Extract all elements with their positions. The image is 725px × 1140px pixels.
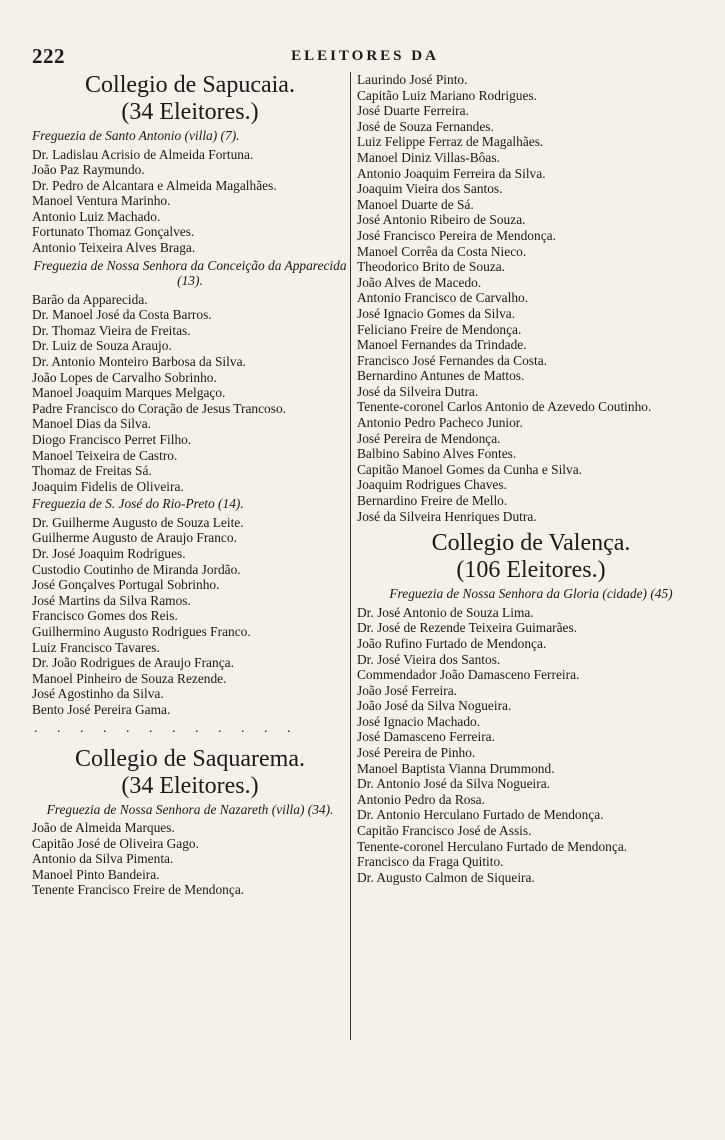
elector-entry: José Damasceno Ferreira. <box>357 729 495 745</box>
elector-entry: José da Silveira Dutra. <box>357 383 479 399</box>
elector-entry: Joaquim Rodrigues Chaves. <box>357 477 507 493</box>
elector-entry: Capitão Francisco José de Assis. <box>357 823 532 839</box>
college-elector-count: (34 Eleitores.) <box>121 99 259 125</box>
elector-entry: Tenente-coronel Carlos Antonio de Azevedo Coutinho. <box>357 399 652 415</box>
elector-entry: José Martins da Silva Ramos. <box>32 592 191 608</box>
elector-entry: Balbino Sabino Alves Fontes. <box>357 446 517 462</box>
parish-heading: Freguezia de Nossa Senhora da Conceição da Apparecida (13). <box>33 257 347 289</box>
elector-entry: José Ignacio Machado. <box>357 713 481 729</box>
college-title: Collegio de Sapucaia. <box>85 72 295 98</box>
elector-entry: Antonio Luiz Machado. <box>32 208 161 224</box>
elector-entry: Tenente-coronel Herculano Furtado de Mendonça. <box>357 838 628 854</box>
elector-entry: Manoel Dias da Silva. <box>32 416 152 432</box>
elector-entry: João José da Silva Nogueira. <box>357 698 512 714</box>
elector-entry: Manoel Joaquim Marques Melgaço. <box>32 385 226 401</box>
elector-entry: Barão da Apparecida. <box>32 291 148 307</box>
elector-entry: Manoel Baptista Vianna Drummond. <box>357 760 555 776</box>
college-elector-count: (106 Eleitores.) <box>456 557 606 584</box>
elector-entry: Francisco Gomes dos Reis. <box>32 608 178 624</box>
elector-list <box>32 515 348 718</box>
college-elector-count: (34 Eleitores.) <box>121 772 259 799</box>
ellipsis-dots: . . . . . . . . . . . . <box>34 720 299 736</box>
elector-entry: Dr. Manoel José da Costa Barros. <box>32 307 212 323</box>
running-head: ELEITORES DA <box>291 48 439 64</box>
elector-list <box>357 605 705 886</box>
elector-entry: Guilhermino Augusto Rodrigues Franco. <box>32 624 251 640</box>
elector-entry: João Lopes de Carvalho Sobrinho. <box>32 369 217 385</box>
column-divider <box>350 72 351 1040</box>
elector-entry: Dr. João Rodrigues de Araujo França. <box>32 655 234 671</box>
elector-entry: Capitão Manoel Gomes da Cunha e Silva. <box>357 461 582 477</box>
elector-entry: Bernardino Antunes de Mattos. <box>357 368 525 384</box>
elector-entry: Luiz Felippe Ferraz de Magalhães. <box>357 134 544 150</box>
elector-entry: Tenente Francisco Freire de Mendonça. <box>32 882 245 898</box>
elector-entry: José Ignacio Gomes da Silva. <box>357 305 516 321</box>
elector-entry: Feliciano Freire de Mendonça. <box>357 321 522 337</box>
elector-entry: Dr. José Vieira dos Santos. <box>357 651 501 667</box>
elector-entry: João Paz Raymundo. <box>32 162 145 178</box>
elector-list <box>32 820 348 898</box>
elector-list <box>32 292 348 495</box>
elector-entry: João Alves de Macedo. <box>357 274 482 290</box>
elector-entry: Dr. José de Rezende Teixeira Guimarães. <box>357 620 578 636</box>
left-column <box>32 72 348 898</box>
elector-entry: Dr. Luiz de Souza Araujo. <box>32 338 172 354</box>
elector-entry: José Francisco Pereira de Mendonça. <box>357 227 556 243</box>
elector-entry: Dr. Antonio José da Silva Nogueira. <box>357 776 551 792</box>
elector-entry: Guilherme Augusto de Araujo Franco. <box>32 530 237 546</box>
college-title: Collegio de Saquarema. <box>75 745 305 772</box>
elector-entry: José Pereira de Pinho. <box>357 745 476 761</box>
elector-entry: Manoel Pinheiro de Souza Rezende. <box>32 670 227 686</box>
elector-entry: Manoel Fernandes da Trindade. <box>357 337 527 353</box>
elector-entry: Manoel Ventura Marinho. <box>32 193 171 209</box>
elector-entry: Custodio Coutinho de Miranda Jordão. <box>32 561 241 577</box>
elector-entry: José Agostinho da Silva. <box>32 686 164 702</box>
elector-entry: João José Ferreira. <box>357 682 458 698</box>
elector-entry: Dr. José Antonio de Souza Lima. <box>357 604 534 620</box>
elector-entry: José Gonçalves Portugal Sobrinho. <box>32 577 220 593</box>
elector-entry: José de Souza Fernandes. <box>357 118 494 134</box>
elector-entry: Theodorico Brito de Souza. <box>357 259 506 275</box>
elector-entry: Luiz Francisco Tavares. <box>32 639 160 655</box>
elector-entry: Bernardino Freire de Mello. <box>357 493 508 509</box>
parish-heading: Freguezia de Santo Antonio (villa) (7). <box>32 128 240 143</box>
elector-entry: Padre Francisco do Coração de Jesus Trancoso. <box>32 400 287 416</box>
elector-entry: José Duarte Ferreira. <box>357 103 469 119</box>
elector-entry: Dr. Pedro de Alcantara e Almeida Magalhães. <box>32 177 277 193</box>
parish-heading: Freguezia de Nossa Senhora de Nazareth (villa) (34). <box>46 801 334 817</box>
elector-entry: Capitão José de Oliveira Gago. <box>32 835 199 851</box>
elector-entry: Manoel Teixeira de Castro. <box>32 447 178 463</box>
page-header <box>30 44 700 70</box>
elector-entry: Fortunato Thomaz Gonçalves. <box>32 224 195 240</box>
elector-entry: Laurindo José Pinto. <box>357 72 468 87</box>
elector-entry: Francisco José Fernandes da Costa. <box>357 352 548 368</box>
elector-entry: João Rufino Furtado de Mendonça. <box>357 635 547 651</box>
elector-entry: Dr. Guilherme Augusto de Souza Leite. <box>32 514 244 530</box>
elector-entry: José Pereira de Mendonça. <box>357 430 501 446</box>
elector-entry: Antonio Teixeira Alves Braga. <box>32 240 196 256</box>
elector-entry: Dr. Augusto Calmon de Siqueira. <box>357 869 535 885</box>
elector-entry: Dr. Thomaz Vieira de Freitas. <box>32 322 191 338</box>
elector-entry: Dr. José Joaquim Rodrigues. <box>32 546 186 562</box>
elector-entry: Commendador João Damasceno Ferreira. <box>357 667 580 683</box>
elector-entry: Manoel Diniz Villas-Bôas. <box>357 149 500 165</box>
elector-entry: Thomaz de Freitas Sá. <box>32 463 152 479</box>
elector-entry: Dr. Antonio Herculano Furtado de Mendonça. <box>357 807 604 823</box>
elector-entry: Francisco da Fraga Quitito. <box>357 854 504 870</box>
elector-entry: Bento José Pereira Gama. <box>32 702 171 717</box>
elector-entry: Joaquim Fidelis de Oliveira. <box>32 478 184 494</box>
elector-entry: Manoel Duarte de Sá. <box>357 196 474 212</box>
elector-entry: José da Silveira Henriques Dutra. <box>357 508 537 524</box>
elector-entry: Antonio Francisco de Carvalho. <box>357 290 529 306</box>
elector-entry: Antonio Pedro da Rosa. <box>357 791 485 807</box>
elector-list <box>357 72 705 524</box>
elector-entry: Antonio Joaquim Ferreira da Silva. <box>357 165 546 181</box>
elector-entry: Antonio da Silva Pimenta. <box>32 851 174 867</box>
elector-entry: Joaquim Vieira dos Santos. <box>357 181 503 197</box>
right-column <box>357 72 705 885</box>
page-number: 222 <box>32 44 65 68</box>
elector-entry: José Antonio Ribeiro de Souza. <box>357 212 526 228</box>
parish-heading: Freguezia de S. José do Rio-Preto (14). <box>32 496 244 512</box>
elector-entry: Dr. Ladislau Acrisio de Almeida Fortuna. <box>32 146 254 162</box>
elector-entry: Diogo Francisco Perret Filho. <box>32 432 192 447</box>
elector-entry: Capitão Luiz Mariano Rodrigues. <box>357 87 537 103</box>
elector-list <box>32 147 348 256</box>
elector-entry: Manoel Corrêa da Costa Nieco. <box>357 243 527 259</box>
elector-entry: Dr. Antonio Monteiro Barbosa da Silva. <box>32 354 246 370</box>
elector-entry: João de Almeida Marques. <box>32 820 175 836</box>
parish-heading: Freguezia de Nossa Senhora da Gloria (cidade) (45) <box>389 586 673 602</box>
elector-entry: Antonio Pedro Pacheco Junior. <box>357 415 523 431</box>
college-title: Collegio de Valença. <box>431 530 631 557</box>
elector-entry: Manoel Pinto Bandeira. <box>32 866 160 882</box>
